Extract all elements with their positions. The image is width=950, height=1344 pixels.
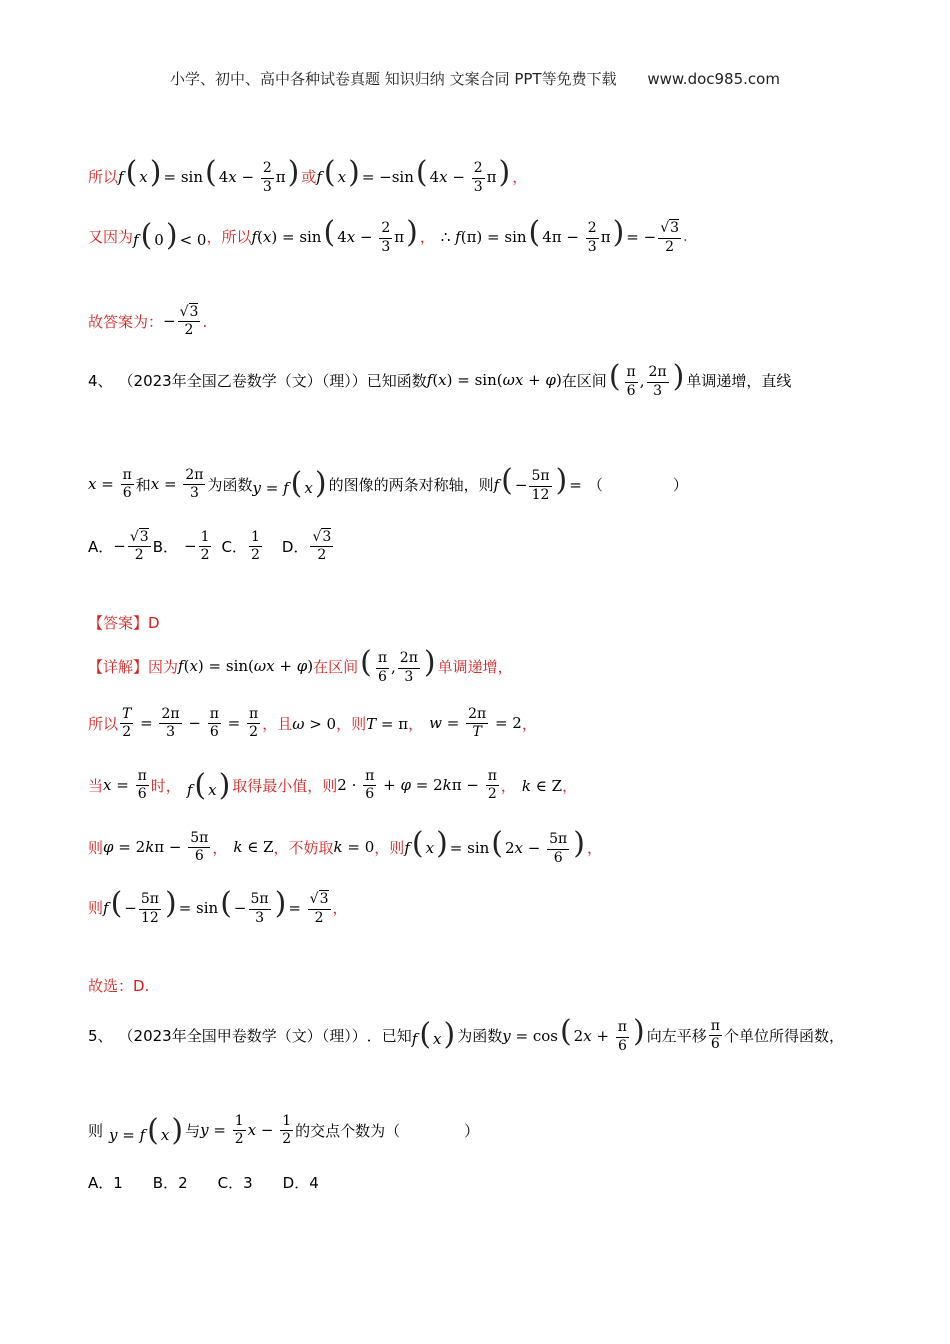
math-expr: ( $\frac{\pi}{6}$ , $\frac{2\pi}{3}$ ) <box>608 359 685 399</box>
math-expr: f( − $\frac{5\pi}{12}$ ) = <box>493 463 582 503</box>
math-expr: ( $\frac{\pi}{6}$ , $\frac{2\pi}{3}$ ) <box>360 645 436 685</box>
question-5-line-1: 5、 （2023年全国甲卷数学（文）（理）） ．已知 f( x) 为函数 y = cos( 2x + $\frac{\pi}{6}$ ) 向左平移 $\frac{\pi}{6}$ 个单位所得函数， <box>88 1014 844 1054</box>
header-url[interactable]: www.doc985.com <box>647 70 780 88</box>
math-expr: f(x) = sin(ωx + φ) <box>426 371 562 390</box>
math-expr: f( x) = sin( 2x − $\frac{5\pi}{6}$ ) <box>404 826 585 866</box>
choose-line: 故选：D. <box>88 977 150 995</box>
math-expr: x = $\frac{\pi}{6}$ <box>88 466 132 501</box>
math-expr: y = cos( 2x + $\frac{\pi}{6}$ ) <box>502 1014 645 1054</box>
math-expr: ω > 0 <box>292 714 337 733</box>
math-expr: k ∈ Z <box>233 838 274 857</box>
math-expr: $\frac{T}{2}$ = $\frac{2\pi}{3}$ − $\frac{\pi}{6}$ = $\frac{\pi}{2}$ <box>122 706 259 741</box>
math-expr: − $\frac{√3}{2}$ <box>163 304 199 339</box>
math-expr: φ = 2kπ − $\frac{5\pi}{6}$ <box>103 829 209 864</box>
question-4-line-1: 4、 （2023年全国乙卷数学（文）（理）） 已知函数 f(x) = sin(ωx + φ) 在区间 ( $\frac{\pi}{6}$ , $\frac{2\pi}{3}$ ) 单调递增，直线 <box>88 359 792 399</box>
math-expr: $\frac{\pi}{6}$ <box>710 1017 720 1052</box>
option-a-value: − $\frac{√3}{2}$ <box>113 529 149 564</box>
math-expr: f(x) = sin( 4x − $\frac{2}{3}$ π) <box>251 215 418 255</box>
math-expr: y = f( x) <box>109 1112 184 1148</box>
math-expr: f( 0) < 0 <box>133 218 207 254</box>
detail-line-4: 则 φ = 2kπ − $\frac{5\pi}{6}$ ， k ∈ Z ，不妨取 k = 0 ，则 f( x) = sin( 2x − $\frac{5\pi}{6}$ ) ， <box>88 826 602 866</box>
question-4-options: A． − $\frac{√3}{2}$ B． − $\frac{1}{2}$ C． $\frac{1}{2}$ D． $\frac{√3}{2}$ <box>88 530 335 564</box>
option-c-value: $\frac{1}{2}$ <box>250 529 260 564</box>
math-expr: ∴ f(π) = sin( 4π − $\frac{2}{3}$ π) = − $\frac{√3}{2}$ <box>440 215 680 255</box>
math-expr: f( x) = sin( 4x − $\frac{2}{3}$ π) <box>118 155 300 195</box>
question-5-line-2: 则 y = f( x) 与 y = $\frac{1}{2}$ x − $\frac{1}{2}$ 的交点个数为（ ） <box>88 1112 480 1148</box>
math-expr: f( − $\frac{5\pi}{12}$ ) = sin( − $\frac{5\pi}{3}$ ) = $\frac{√3}{2}$ <box>103 886 329 926</box>
question-5-options: A．1 B．2 C．3 D．4 <box>88 1174 319 1192</box>
math-expr: w = $\frac{2\pi}{T}$ = 2 <box>429 706 522 741</box>
solution-line-3: 故答案为： − $\frac{√3}{2}$ . <box>88 304 208 339</box>
math-expr: y = f( x) <box>252 466 327 502</box>
math-expr: y = $\frac{1}{2}$ x − $\frac{1}{2}$ <box>200 1113 292 1148</box>
math-expr: x = $\frac{\pi}{6}$ <box>103 768 147 803</box>
header-text: 小学、初中、高中各种试卷真题 知识归纳 文案合同 PPT等免费下载 <box>170 70 617 88</box>
solution-line-2: 又因为 f( 0) < 0 ，所以 f(x) = sin( 4x − $\frac{2}{3}$ π) ， ∴ f(π) = sin( 4π − $\frac{2}{3}$ π) = − $\frac{√3}{2}$ . <box>88 215 688 255</box>
math-expr: x = $\frac{2\pi}{3}$ <box>150 466 204 501</box>
math-expr: f( x) <box>186 767 231 803</box>
math-expr: T = π <box>366 714 409 733</box>
solution-line-1: 所以 f( x) = sin( 4x − $\frac{2}{3}$ π) 或 f( x) = −sin( 4x − $\frac{2}{3}$ π) ， <box>88 155 528 195</box>
question-4-line-2: x = $\frac{\pi}{6}$ 和 x = $\frac{2\pi}{3}$ 为函数 y = f( x) 的图像的两条对称轴，则 f( − $\frac{5\pi}{12}$ ) = （ ） <box>88 463 688 503</box>
math-expr: k ∈ Z <box>521 776 563 795</box>
detail-line-3: 当 x = $\frac{\pi}{6}$ 时， f( x) 取得最小值，则 2 · $\frac{\pi}{6}$ + φ = 2kπ − $\frac{\pi}{2}$ ， k ∈ Z ， <box>88 767 578 803</box>
math-expr: f( x) <box>411 1017 456 1053</box>
page-header <box>0 68 950 89</box>
option-d-value: $\frac{√3}{2}$ <box>312 529 332 564</box>
detail-line-5: 则 f( − $\frac{5\pi}{12}$ ) = sin( − $\frac{5\pi}{3}$ ) = $\frac{√3}{2}$ ， <box>88 886 348 926</box>
detail-line-1: 【详解】 因为 f(x) = sin(ωx + φ) 在区间 ( $\frac{\pi}{6}$ , $\frac{2\pi}{3}$ ) 单调递增， <box>88 645 513 685</box>
math-expr: 2 · $\frac{\pi}{6}$ + φ = 2kπ − $\frac{\pi}{2}$ <box>337 768 497 803</box>
answer-line: 【答案】D <box>88 614 160 632</box>
math-expr: f(x) = sin(ωx + φ) <box>178 657 314 676</box>
math-expr: k = 0 <box>333 838 375 857</box>
math-expr: f( x) = −sin( 4x − $\frac{2}{3}$ π) <box>316 155 511 195</box>
option-b-value: − $\frac{1}{2}$ <box>183 529 210 564</box>
detail-line-2: 所以 $\frac{T}{2}$ = $\frac{2\pi}{3}$ − $\frac{\pi}{6}$ = $\frac{\pi}{2}$ ，且 ω > 0 ，则 T = π ， w = $\frac{2\pi}{T}$ = 2 ， <box>88 706 537 741</box>
